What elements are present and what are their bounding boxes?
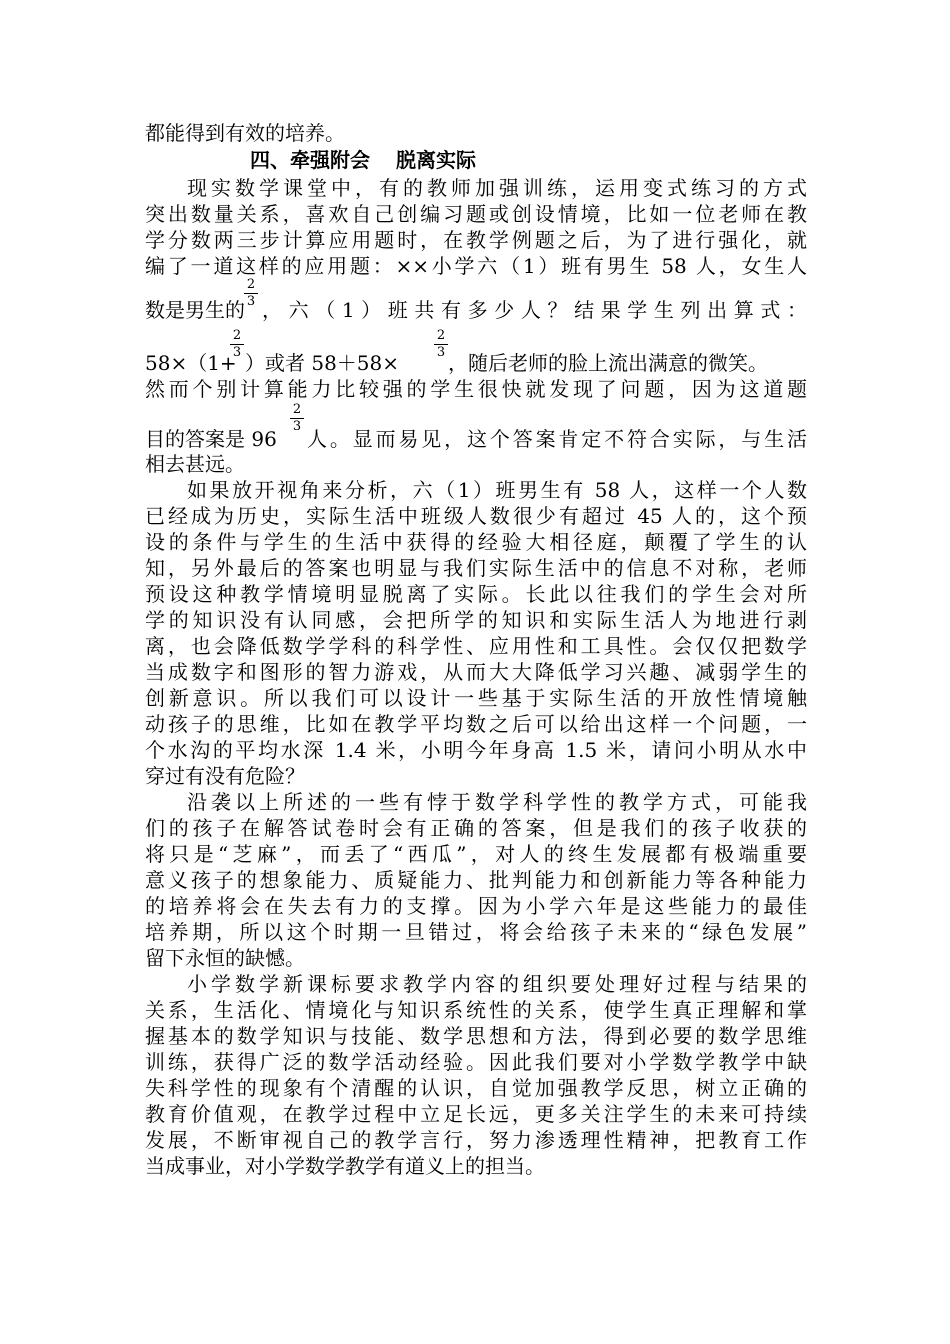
heading-part-1: 四、牵强附会: [250, 148, 370, 172]
fraction-two-thirds: [244, 278, 258, 309]
p4-line-3: 握基本的数学知识与技能、数学思想和方法，得到必要的数学思维: [145, 1024, 807, 1048]
section-heading: [250, 146, 476, 174]
p3-line-4: 意义孩子的想象能力、质疑能力、批判能力和创新能力等各种能力: [145, 868, 807, 892]
fraction-two-thirds: $\frac{2}{3}$: [230, 329, 244, 360]
p2-line-10: 动孩子的思维，比如在教学平均数之后可以给出这样一个问题，一: [145, 712, 807, 736]
carry-over-line: 都能得到有效的培养。: [145, 121, 345, 145]
p2-line-5: 预设这种教学情境明显脱离了实际。长此以往我们的学生会对所: [145, 582, 807, 606]
p1-line-8-b: 人。显而易见，这个答案肯定不符合实际，与生活: [307, 427, 807, 451]
p2-line-4: 知，另外最后的答案也明显与我们实际生活中的信息不对称，老师: [145, 556, 807, 580]
p3-line-5: 的培养将会在失去有力的支撑。因为小学六年是这些能力的最佳: [145, 894, 807, 918]
p1-line-2: 突出数量关系，喜欢自己创编习题或创设情境，比如一位老师在教: [145, 202, 807, 226]
p3-line-7: 留下永恒的缺憾。: [145, 946, 305, 970]
p1-line-6-b: ）或者 58＋58×: [245, 351, 400, 375]
p2-line-12: 穿过有没有危险？: [145, 764, 305, 788]
p3-line-3: 将只是“芝麻”，而丢了“西瓜”，对人的终生发展都有极端重要: [145, 842, 807, 866]
p2-line-11: 个水沟的平均水深 1.4 米，小明今年身高 1.5 米，请问小明从水中: [145, 738, 807, 762]
p4-line-5: 失科学性的现象有个清醒的认识，自觉加强教学反思，树立正确的: [145, 1076, 807, 1100]
p4-line-1: 小学数学新课标要求教学内容的组织要处理好过程与结果的: [187, 972, 807, 996]
p2-line-3: 设的条件与学生的生活中获得的经验大相径庭，颠覆了学生的认: [145, 530, 807, 554]
fraction-denominator: 3: [246, 294, 256, 309]
p3-line-2: 们的孩子在解答试卷时会有正确的答案，但是我们的孩子收获的: [145, 816, 807, 840]
p1-line-1: 现实数学课堂中，有的教师加强训练，运用变式练习的方式: [187, 176, 807, 200]
p2-line-7: 离，也会降低数学学科的科学性、应用性和工具性。会仅仅把数学: [145, 634, 807, 658]
p1-line-3: 学分数两三步计算应用题时，在教学例题之后，为了进行强化，就: [145, 228, 807, 252]
p3-line-6: 培养期，所以这个时期一旦错过，将会给孩子未来的“绿色发展”: [145, 920, 807, 944]
p4-line-7: 发展，不断审视自己的教学言行，努力渗透理性精神，把教育工作: [145, 1128, 807, 1152]
fraction-two-thirds: $\frac{2}{3}$: [290, 403, 304, 434]
p2-line-6: 学的知识没有认同感，会把所学的知识和实际生活人为地进行剥: [145, 608, 807, 632]
fraction-two-thirds: $\frac{2}{3}$: [434, 329, 448, 360]
p1-line-4: 编了一道这样的应用题：××小学六（1）班有男生 58 人，女生人: [145, 254, 807, 278]
p4-line-6: 教育价值观，在教学过程中立足长远，更多关注学生的未来可持续: [145, 1102, 807, 1126]
p1-line-6-a: 58×（1+: [145, 351, 237, 375]
fraction-numerator: 2: [244, 278, 258, 294]
heading-part-2: 脱离实际: [396, 148, 476, 172]
p1-line-7: 然而个别计算能力比较强的学生很快就发现了问题，因为这道题: [145, 377, 807, 401]
p1-line-9: 相去甚远。: [145, 452, 245, 476]
p4-line-8: 当成事业，对小学数学教学有道义上的担当。: [145, 1154, 545, 1178]
p1-line-6-c: ，随后老师的脸上流出满意的微笑。: [448, 351, 768, 375]
p4-line-4: 训练，获得广泛的数学活动经验。因此我们要对小学数学教学中缺: [145, 1050, 807, 1074]
p1-line-5-b: ，六（1）班共有多少人？结果学生列出算式：: [262, 298, 807, 322]
p1-line-5-a: 数是男生的: [145, 298, 245, 322]
p2-line-8: 当成数字和图形的智力游戏，从而大大降低学习兴趣、减弱学生的: [145, 660, 807, 684]
p1-line-8-a: 目的答案是 96: [145, 427, 277, 451]
p2-line-2: 已经成为历史，实际生活中班级人数很少有超过 45 人的，这个预: [145, 504, 807, 528]
p3-line-1: 沿袭以上所述的一些有悖于数学科学性的教学方式，可能我: [187, 790, 807, 814]
p2-line-9: 创新意识。所以我们可以设计一些基于实际生活的开放性情境触: [145, 686, 807, 710]
p2-line-1: 如果放开视角来分析，六（1）班男生有 58 人，这样一个人数: [187, 478, 807, 502]
p4-line-2: 关系，生活化、情境化与知识系统性的关系，使学生真正理解和掌: [145, 998, 807, 1022]
